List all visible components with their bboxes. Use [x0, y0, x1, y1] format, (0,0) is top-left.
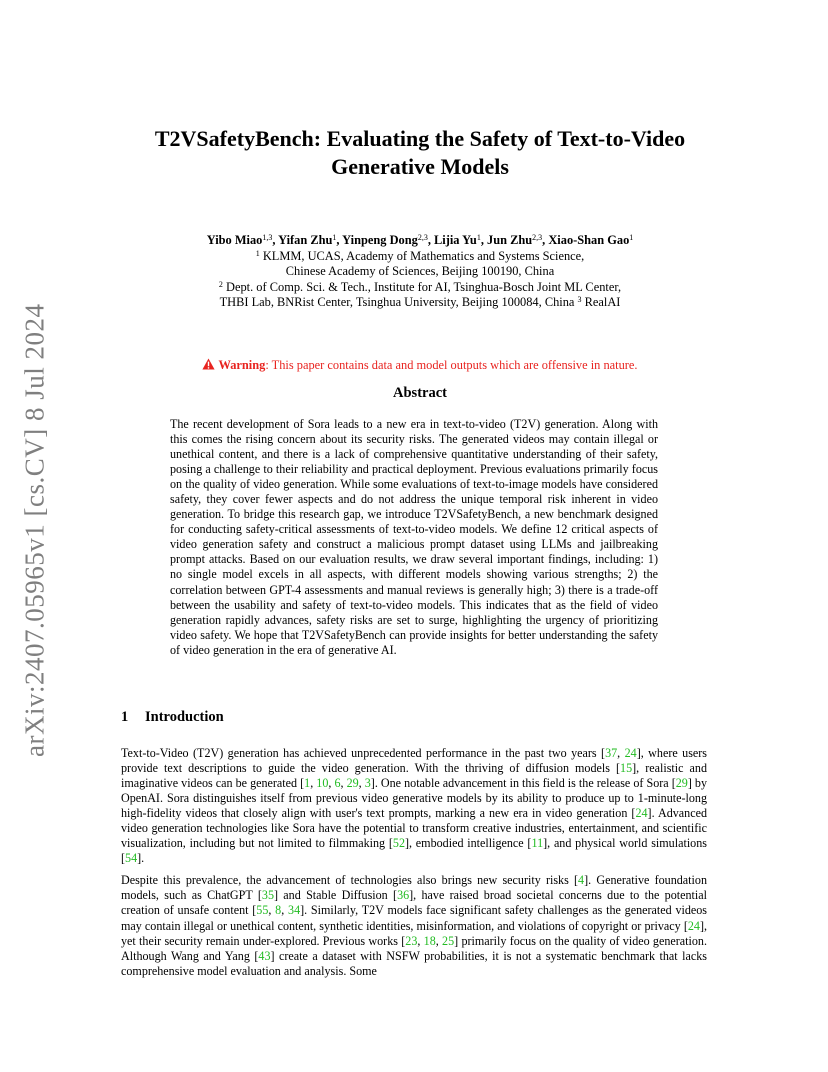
citation-link[interactable]: 23 — [405, 933, 418, 948]
paragraph-text: Despite this prevalence, the advancement of technologies also brings new security risks [ — [121, 873, 579, 888]
affil-sup: 1 — [255, 248, 260, 258]
affiliation-line — [90, 249, 750, 265]
citation-link[interactable]: 24 — [624, 746, 637, 760]
affil-sup: 3 — [577, 295, 582, 304]
author-affil-sup: 2,3 — [417, 233, 428, 242]
author-block — [90, 233, 750, 311]
citation-link[interactable]: 11 — [531, 836, 544, 851]
citation-link[interactable]: 8 — [275, 903, 282, 918]
author-name: Lijia Yu — [434, 233, 477, 247]
paragraph-text: , — [310, 776, 317, 791]
content-warning — [90, 358, 750, 373]
paragraph-text: , — [417, 933, 424, 948]
paper-title — [90, 125, 750, 181]
paragraph-text: , — [617, 746, 625, 760]
author-name: Yibo Miao — [206, 233, 263, 247]
author-affil-sup: 1 — [476, 233, 481, 242]
paragraph-text: ], and physical world simulations [ — [121, 836, 707, 866]
author-names: Yibo Miao$^{1,3}$, Yifan Zhu$^1$, Yinpeng Dong$^{2,3}$, Lijia Yu$^1$, Jun Zhu$^{2,3}$, Xiao-Shan Gao$^1$ — [206, 233, 634, 247]
author-name: Yifan Zhu — [278, 233, 333, 247]
citation-link[interactable]: 15 — [620, 761, 633, 776]
arxiv-identifier-stamp: arXiv:2407.05965v1 [cs.CV] 8 Jul 2024 — [19, 303, 50, 757]
paragraph — [121, 746, 707, 866]
affiliation-text: RealAI — [584, 295, 621, 309]
citation-link[interactable]: 36 — [397, 888, 410, 903]
paragraph — [121, 873, 707, 978]
affiliation-line: Chinese Academy of Sciences, Beijing 100190, China — [285, 264, 555, 278]
paragraph-text: Text-to-Video (T2V) generation has achieved unprecedented performance in the past two years [ — [121, 746, 606, 760]
citation-link[interactable]: 29 — [675, 776, 688, 791]
paragraph-text: ] by OpenAI. Sora distinguishes itself from previous video generative models by its ability to produce up to 1-minute-long high-fidelity videos that closely align with user's text prompts, marking a new era in video generation [ — [121, 776, 708, 821]
author-affil-sup: 2,3 — [532, 233, 543, 242]
citation-link[interactable]: 55 — [256, 903, 269, 918]
paragraph-text: ] and Stable Diffusion [ — [273, 888, 398, 903]
citation-link[interactable]: 1 — [304, 776, 311, 791]
warning-label: Warning — [218, 358, 266, 372]
affiliation-line — [90, 295, 750, 311]
title-line-2: Generative Models — [331, 154, 509, 179]
paragraph-text: ] create a dataset with NSFW probabilities, it is not a systematic benchmark that lacks comprehensive model evaluation and analysis. Some — [121, 948, 707, 978]
citation-link[interactable]: 10 — [316, 776, 329, 791]
author-affil-sup: 1 — [332, 233, 337, 242]
citation-link[interactable]: 3 — [364, 776, 371, 791]
author-name: Jun Zhu — [487, 233, 533, 247]
abstract-body: The recent development of Sora leads to a new era in text-to-video (T2V) generation. Along with this comes the rising concern about its security risks. The generated videos may contain illegal or unethical content, and there is a lack of comprehensive quantitative understanding of their safety, posing a challenge to their reliability and practical deployment. Previous evaluations primarily focus on the quality of video generation. While some evaluations of text-to-image models have considered safety, they cover fewer aspects and do not address the unique temporal risk inherent in video generation. To bridge this research gap, we introduce T2VSafetyBench, a new benchmark designed for conducting safety-critical assessments of text-to-video models. We define 12 critical aspects of video generation safety and construct a malicious prompt dataset using LLMs and jailbreaking prompt attacks. Based on our evaluation results, we draw several important findings, including: 1) no single model excels in all aspects, with different models showing various strengths; 2) the correlation between GPT-4 assessments and manual reviews is generally high; 3) there is a trade-off between the usability and safety of text-to-video models. This indicates that as the field of video generation rapidly advances, safety risks are set to surge, highlighting the urgency of prioritizing video safety. We hope that T2VSafetyBench can provide insights for better understanding the safety of video generation in the era of generative AI. — [170, 417, 658, 657]
paragraph-text: ]. — [137, 851, 145, 866]
paragraph-text: , — [328, 776, 335, 791]
paragraph-text: , — [281, 903, 289, 918]
citation-link[interactable]: 24 — [687, 918, 700, 933]
affil-sup: 2 — [218, 279, 223, 289]
paragraph-text: , — [268, 903, 276, 918]
warning-icon — [202, 358, 215, 370]
paragraph-text: ], embodied intelligence [ — [404, 836, 532, 851]
abstract-heading: Abstract — [393, 385, 447, 401]
paragraph-text: ]. Similarly, T2V models face significant safety challenges as the generated videos may contain illegal or unethical content, synthetic identities, misinformation, and violations of copyright or privacy [ — [121, 903, 708, 933]
citation-link[interactable]: 34 — [288, 903, 301, 918]
paragraph-text: ] primarily focus on the quality of video generation. Although Wang and Yang [ — [121, 933, 707, 963]
warning-text: : This paper contains data and model outputs which are offensive in nature. — [265, 358, 638, 372]
section-heading — [121, 709, 224, 726]
citation-link[interactable]: 43 — [258, 948, 271, 963]
paragraph-text: ]. Advanced video generation technologies like Sora have the potential to transform creative industries, entertainment, and scientific visualization, including but not limited to filmmaking [ — [121, 806, 707, 851]
citation-link[interactable]: 29 — [346, 776, 359, 791]
paragraph-text: ], realistic and imaginative videos can be generated [ — [121, 761, 707, 791]
citation-link[interactable]: 35 — [261, 888, 274, 903]
citation-link[interactable]: 24 — [635, 806, 648, 821]
citation-link[interactable]: 37 — [605, 746, 618, 760]
citation-link[interactable]: 4 — [578, 873, 585, 888]
citation-link[interactable]: 52 — [392, 836, 405, 851]
paragraph-text: , — [340, 776, 347, 791]
paragraph-text: ]. Generative foundation models, such as ChatGPT [ — [121, 873, 707, 903]
author-affil-sup: 1 — [629, 233, 634, 242]
affiliation-text: THBI Lab, BNRist Center, Tsinghua University, Beijing 100084, China — [219, 295, 575, 309]
paragraph-text: ], where users provide text descriptions to guide the video generation. With the thriving of diffusion models [ — [121, 746, 708, 776]
citation-link[interactable]: 18 — [423, 933, 436, 948]
author-name: Yinpeng Dong — [342, 233, 418, 247]
paragraph-text: , — [358, 776, 365, 791]
author-affil-sup: 1,3 — [262, 233, 273, 242]
paragraph-text: ]. One notable advancement in this field is the release of Sora [ — [370, 776, 676, 791]
affiliation-text: Dept. of Comp. Sci. & Tech., Institute for AI, Tsinghua-Bosch Joint ML Center, — [226, 279, 622, 294]
title-line-1: T2VSafetyBench: Evaluating the Safety of Text-to-Video — [154, 126, 686, 151]
paragraph-text: , — [435, 933, 443, 948]
introduction-body — [121, 746, 707, 986]
affiliation-text: KLMM, UCAS, Academy of Mathematics and Systems Science, — [262, 248, 585, 263]
paragraph-text: ], yet their security remain under-explored. Previous works [ — [121, 918, 707, 948]
section-title: Introduction — [145, 709, 224, 725]
citation-link[interactable]: 54 — [125, 851, 138, 866]
section-number: 1 — [121, 709, 129, 725]
paragraph-text: ], have raised broad societal concerns due to the potential creation of unsafe content [ — [121, 888, 707, 918]
citation-link[interactable]: 25 — [442, 933, 455, 948]
affiliation-line — [90, 280, 750, 296]
citation-link[interactable]: 6 — [334, 776, 341, 791]
author-name: Xiao-Shan Gao — [548, 233, 630, 247]
